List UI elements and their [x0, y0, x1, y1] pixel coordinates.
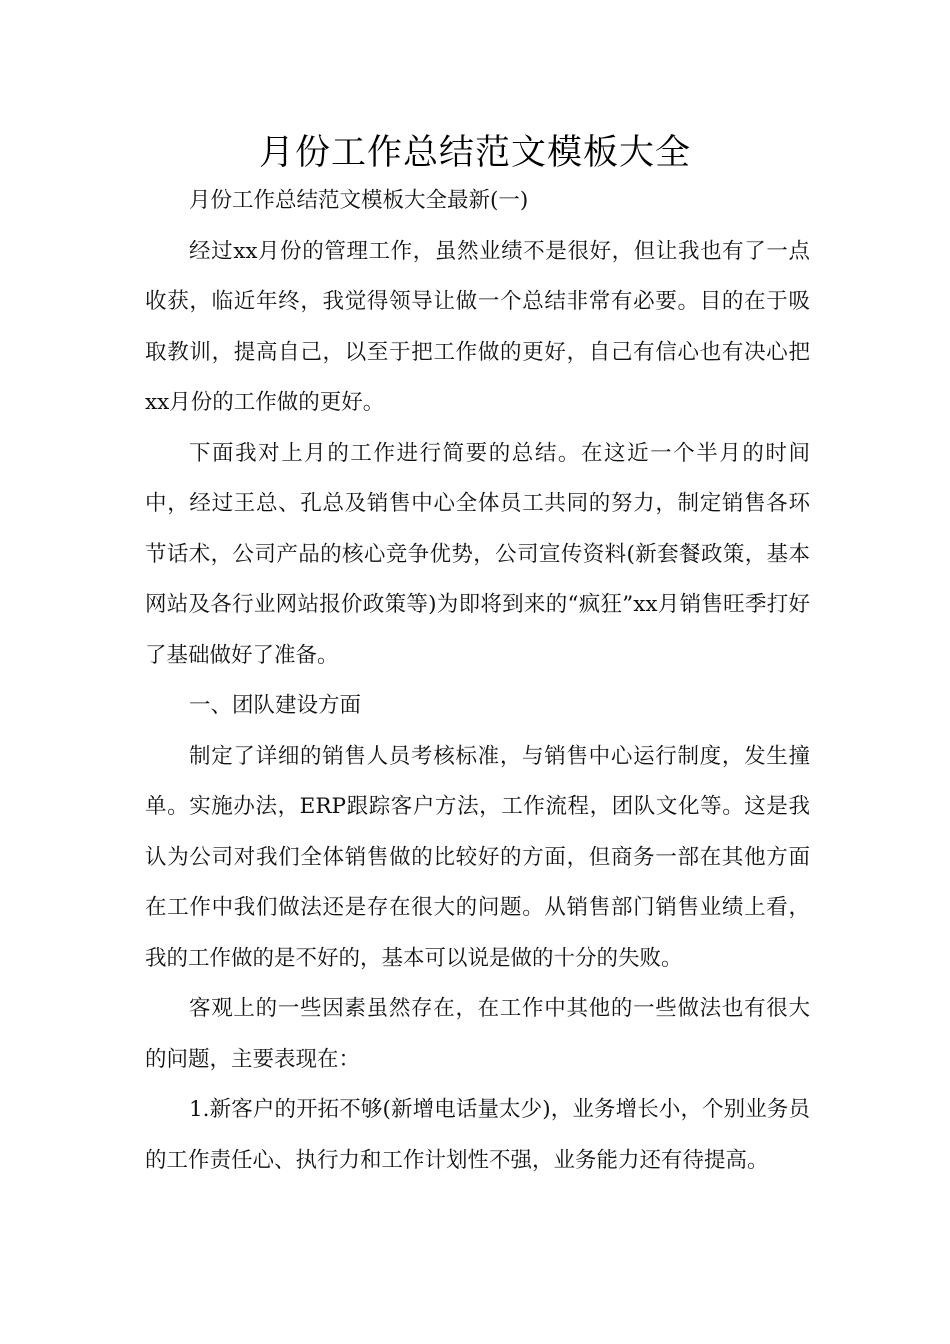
document-title: 月份工作总结范文模板大全 — [258, 133, 691, 173]
summary-paragraph: 下面我对上月的工作进行简要的总结。在这近一个半月的时间中，经过王总、孔总及销售中心全体员工共同的努力，制定销售各环节话术，公司产品的核心竞争优势，公司宣传资料(新套餐政策，基本网站及各行业网站报价政策等)为即将到来的“疯狂”xx月销售旺季打好了基础做好了准备。 — [145, 440, 810, 668]
team-building-paragraph: 制定了详细的销售人员考核标准，与销售中心运行制度，发生撞单。实施办法，ERP跟踪客户方法，工作流程，团队文化等。这是我认为公司对我们全体销售做的比较好的方面，但商务一部在其他方面在工作中我们做法还是存在很大的问题。从销售部门销售业绩上看，我的工作做的是不好的，基本可以说是做的十分的失败。 — [145, 743, 810, 971]
document-body — [145, 176, 810, 1186]
issue-item-1: 1.新客户的开拓不够(新增电话量太少)，业务增长小，个别业务员的工作责任心、执行力和工作计划性不强，业务能力还有待提高。 — [145, 1097, 810, 1173]
section-heading-team-building: 一、团队建设方面 — [189, 693, 362, 718]
subtitle-paragraph: 月份工作总结范文模板大全最新(一) — [189, 188, 529, 213]
issues-intro-paragraph: 客观上的一些因素虽然存在，在工作中其他的一些做法也有很大的问题，主要表现在： — [145, 996, 810, 1072]
intro-paragraph: 经过xx月份的管理工作，虽然业绩不是很好，但让我也有了一点收获，临近年终，我觉得领导让做一个总结非常有必要。目的在于吸取教训，提高自己，以至于把工作做的更好，自己有信心也有决心把xx月份的工作做的更好。 — [145, 238, 810, 415]
